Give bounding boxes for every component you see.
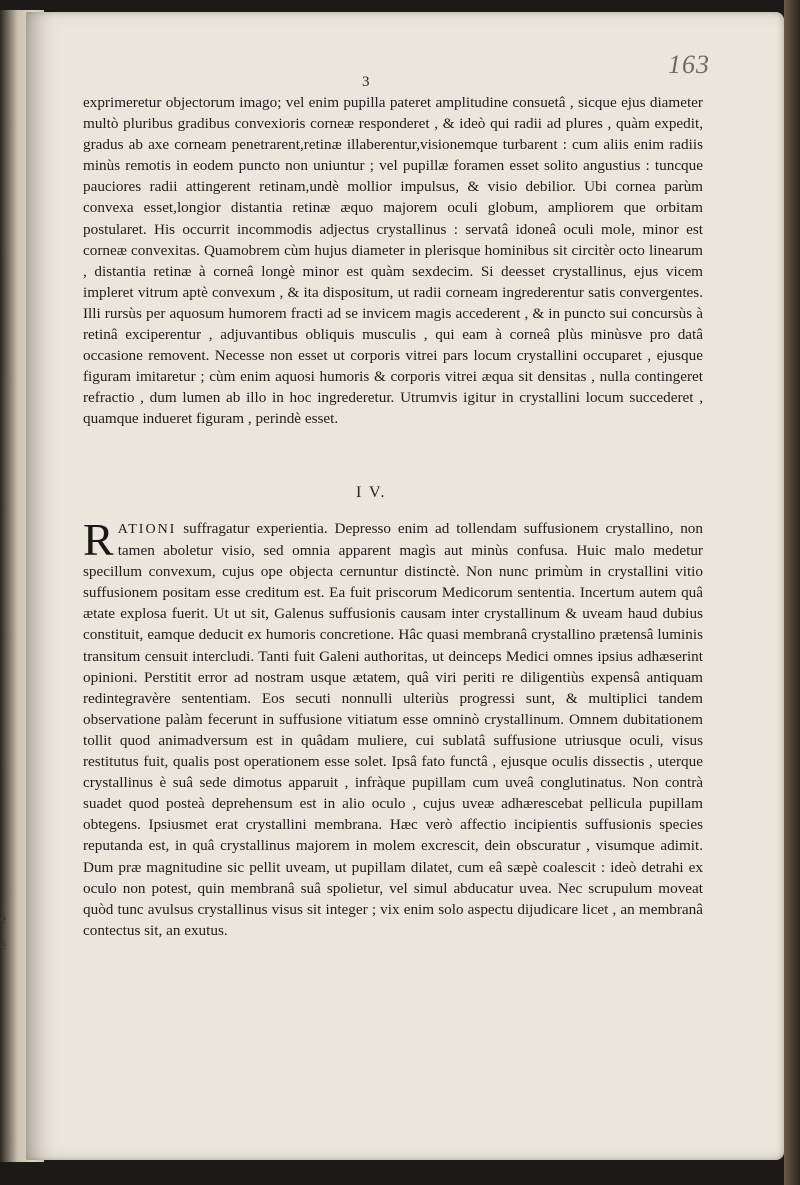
- section-heading: I V.: [356, 484, 387, 501]
- previous-page-edge-text: i è è: [0, 885, 6, 952]
- opening-word: ATIONI: [117, 522, 177, 537]
- page-edge-shadow: [784, 0, 800, 1185]
- paragraph-section-iv: [83, 514, 703, 941]
- signature-mark: 3: [362, 74, 370, 90]
- paragraph-2-text: suffragatur experientia. Depresso enim ad tollendam suffusionem crystallino, non tamen aboletur visio, sed omnia apparent magìs aut minùs confusa. Huic malo medetur specillum convexum, cujus ope objecta cernuntur distinctè. Non nunc primùm in crystallini vitio suffusionem positam esse creditum est. Ea fuit priscorum Medicorum sententia. Incertum autem quâ ætate explosa fuerit. Ut ut sit, Galenus suffusionis causam inter crystallinum & uveam haud dubius constituit, eamque deducit ex humoris concretione. Hâc quasi membranâ crystallino prætensâ luminis transitum censuit intercludi. Tanti fuit Galeni authoritas, ut deinceps Medici omnes ipsius adhæserint opinioni. Perstitit error ad nostram usque ætatem, quâ viri periti re diligentiùs expensâ antiquam redintegravère sententiam. Eos secuti nonnulli ulteriùs progressi sunt, & multiplici tandem observatione palàm fecerunt in suffusione vitiatum esse omninò crystallinum. Omnem dubitationem tollit quod animadversum est in quâdam muliere, cui sublatâ suffusione utriusque oculi, visus restitutus fuit, qualis post operationem esse solet. Ipsâ fato functâ , ejusque oculis dissectis , uterque crystallinus è suâ sede dimotus apparuit , infràque pupillam cum uveâ conglutinatus. Non contrà suadet quod posteà deprehensum est in alio oculo , cujus uveæ adhærescebat pellicula pupillam obtegens. Ipsiusmet erat crystallini membrana. Hæc verò affectio incipientis suffusionis species reputanda est, in quâ crystallinus majorem in molem excrescit, dein obscuratur , visumque adimit. Dum præ magnitudine sic pellit uveam, ut pupillam dilatet, cum eâ sæpè coalescit : ideò detrahi ex oculo non potest, quin membranâ suâ spolietur, vel simul abducatur uvea. Nec scrupulum moveat quòd tunc avulsus crystallinus visus sit integer ; vix enim solo aspectu dijudicare licet , an membranâ contectus sit, an exutus.: [83, 520, 703, 939]
- drop-cap-initial: R: [83, 514, 114, 565]
- paragraph-1: exprimeretur objectorum imago; vel enim pupilla pateret amplitudine consuetâ , sicque ejus diameter multò pluribus gradibus convexioris corneæ responderet , & ideò qui radii ad plures , quàm expedit, gradus ab axe corneam penetrarent,retinæ illaberentur,visionemque turbarent : cum aliis enim radiis minùs remotis in eodem puncto non uniuntur ; vel pupillæ foramen esset solito angustius : tuncque pauciores radii attingerent retinam,undè mollior impulsus, & visio debilior. Ubi cornea parùm convexa esset,longior distantia retinæ æquo majorem oculi globum, ampliorem que orbitam postularet. His occurrit incommodis adjectus crystallinus : servatâ idoneâ oculi mole, minor est corneæ convexitas. Quamobrem cùm hujus diameter in plerisque hominibus sit circitèr octo linearum , distantia retinæ à corneâ longè minor est quàm sexdecim. Si deesset crystallinus, ejus vicem impleret vitrum aptè convexum , & ita dispositum, ut radii corneam ingrederentur satis convergentes. Illi rursùs per aquosum humorem fracti ad se invicem magis accederent , & in puncto sui concursùs à retinâ exciperentur , adjuvantibus obliquis musculis , qui eam à corneâ plùs minùsve pro datâ occasione removent. Necesse non esset ut corporis vitrei pars locum crystallini occuparet , ejusque figuram imitaretur ; cùm enim aquosi humoris & corporis vitrei æqua sit densitas , nulla contingeret refractio , dum lumen ab illo in hoc ingrederetur. Utrumvis igitur in crystallini locum succederet , quamque indueret figuram , perindè esset.: [83, 94, 703, 428]
- paragraph-continued: [83, 92, 703, 430]
- paragraph-2: [83, 514, 703, 941]
- book-page: [26, 12, 784, 1160]
- folio-number: 163: [668, 50, 710, 79]
